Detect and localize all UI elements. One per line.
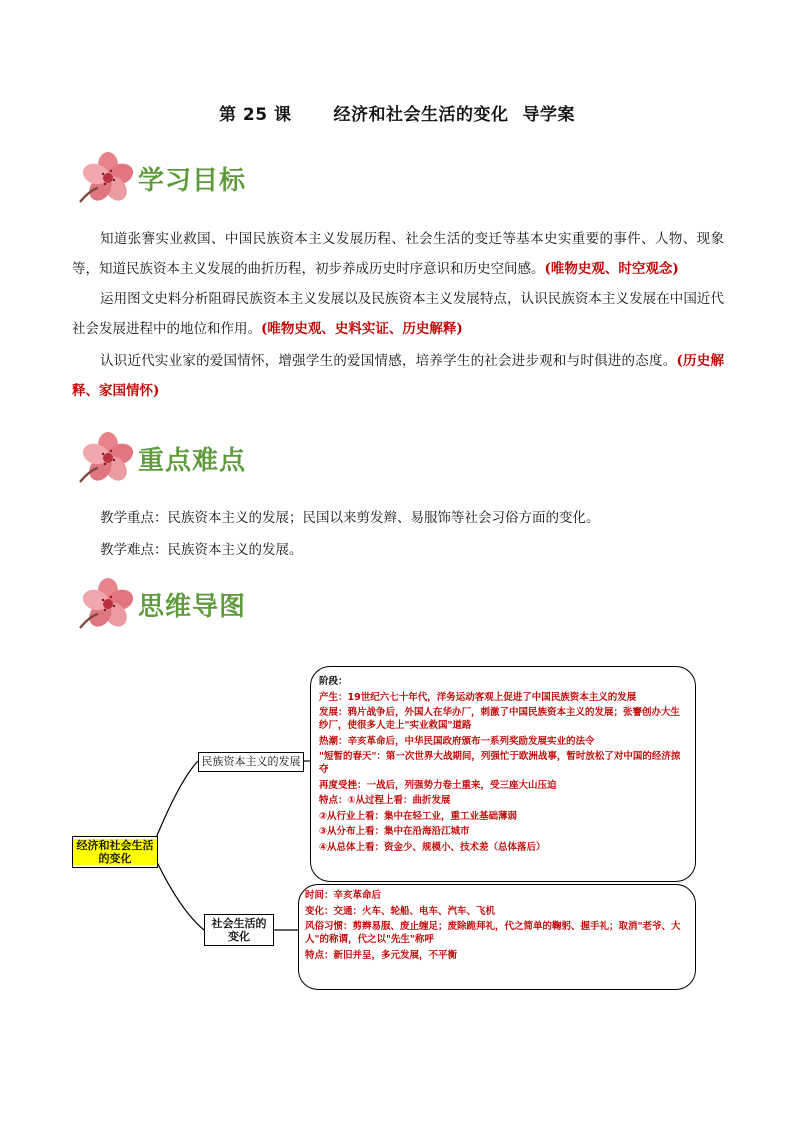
- detail-row: 特点：①从过程上看：曲折发展: [319, 795, 451, 806]
- section-heading-mindmap: [76, 574, 246, 634]
- mind-map-branch-social-life: 社会生活的变化: [204, 914, 274, 946]
- detail-row: 特点：新旧并呈，多元发展，不平衡: [305, 949, 458, 961]
- detail-row: "短暂的春天"：第一次世界大战期间，列强忙于欧洲战事，暂时放松了对中国的经济掠夺: [319, 751, 681, 775]
- detail-row: 产生：19世纪六七十年代，洋务运动客观上促进了中国民族资本主义的发展: [319, 691, 637, 703]
- plum-blossom-icon: [76, 576, 136, 632]
- lesson-number: 第 25 课: [219, 105, 292, 125]
- plum-blossom-icon: [76, 150, 136, 206]
- competency-tag: (历史解释、家国情怀): [72, 353, 724, 399]
- mind-map-branch-capitalism: 民族资本主义的发展: [198, 752, 304, 772]
- section-heading-goals: [76, 148, 246, 208]
- mind-map: [70, 660, 700, 1000]
- detail-row: ②从行业上看：集中在轻工业，重工业基础薄弱: [319, 810, 518, 822]
- competency-tag: (唯物史观、史料实证、历史解释): [261, 321, 463, 337]
- connector-root-branch2: [156, 860, 204, 930]
- goal-paragraph-1: 知道张謇实业救国、中国民族资本主义发展历程、社会生活的变迁等基本史实重要的事件、人物、现象等，知道民族资本主义发展的曲折历程，初步养成历史时序意识和历史空间感。(唯物史观、时空观念): [72, 231, 724, 277]
- section-title-goals: 学习目标: [138, 165, 247, 196]
- detail-row: 变化：交通：火车、轮船、电车、汽车、飞机: [305, 905, 496, 917]
- capitalism-detail-box: [310, 666, 696, 882]
- teaching-focus: 教学重点：民族资本主义的发展；民国以来剪发辫、易服饰等社会习俗方面的变化。: [100, 510, 600, 526]
- goal-paragraph-3: 认识近代实业家的爱国情怀，增强学生的爱国情感，培养学生的社会进步观和与时俱进的态度。(历史解释、家国情怀): [72, 353, 724, 399]
- page-title: [0, 100, 794, 125]
- lesson-topic: 经济和社会生活的变化: [333, 105, 509, 125]
- competency-tag: (唯物史观、时空观念): [544, 261, 679, 277]
- social-life-detail-box: [298, 884, 696, 990]
- plum-blossom-icon: [76, 430, 136, 486]
- detail-row: 风俗习惯：剪辫易服、废止缠足；废除跪拜礼，代之简单的鞠躬、握手礼；取消"老爷、大人"的称谓，代之以"先生"称呼: [305, 921, 681, 945]
- goal-paragraph-2: 运用图文史料分析阻碍民族资本主义发展以及民族资本主义发展特点，认识民族资本主义发展在中国近代社会发展进程中的地位和作用。(唯物史观、史料实证、历史解释): [72, 291, 724, 337]
- section-heading-key: [76, 428, 246, 488]
- detail-row: ④从总体上看：资金少、规模小、技术差（总体落后）: [319, 841, 546, 853]
- section-title-mindmap: 思维导图: [138, 591, 247, 622]
- section-title-key: 重点难点: [138, 445, 247, 476]
- detail-row: 阶段：: [319, 676, 348, 687]
- connector-root-branch1: [156, 761, 198, 838]
- mind-map-root: 经济和社会生活的变化: [72, 836, 158, 868]
- lesson-kind: 导学案: [522, 105, 575, 125]
- teaching-difficulty: 教学难点：民族资本主义的发展。: [100, 542, 303, 558]
- detail-row: 热潮：辛亥革命后，中华民国政府颁布一系列奖励发展实业的法令: [319, 735, 595, 747]
- detail-row: ③从分布上看：集中在沿海沿江城市: [319, 826, 470, 837]
- detail-row: 发展：鸦片战争后，外国人在华办厂，刺激了中国民族资本主义的发展；张謇创办大生纱厂，使很多人走上"实业救国"道路: [319, 707, 681, 731]
- detail-row: 时间：辛亥革命后: [305, 890, 382, 901]
- detail-row: 再度受挫：一战后，列强势力卷土重来，受三座大山压迫: [319, 779, 557, 791]
